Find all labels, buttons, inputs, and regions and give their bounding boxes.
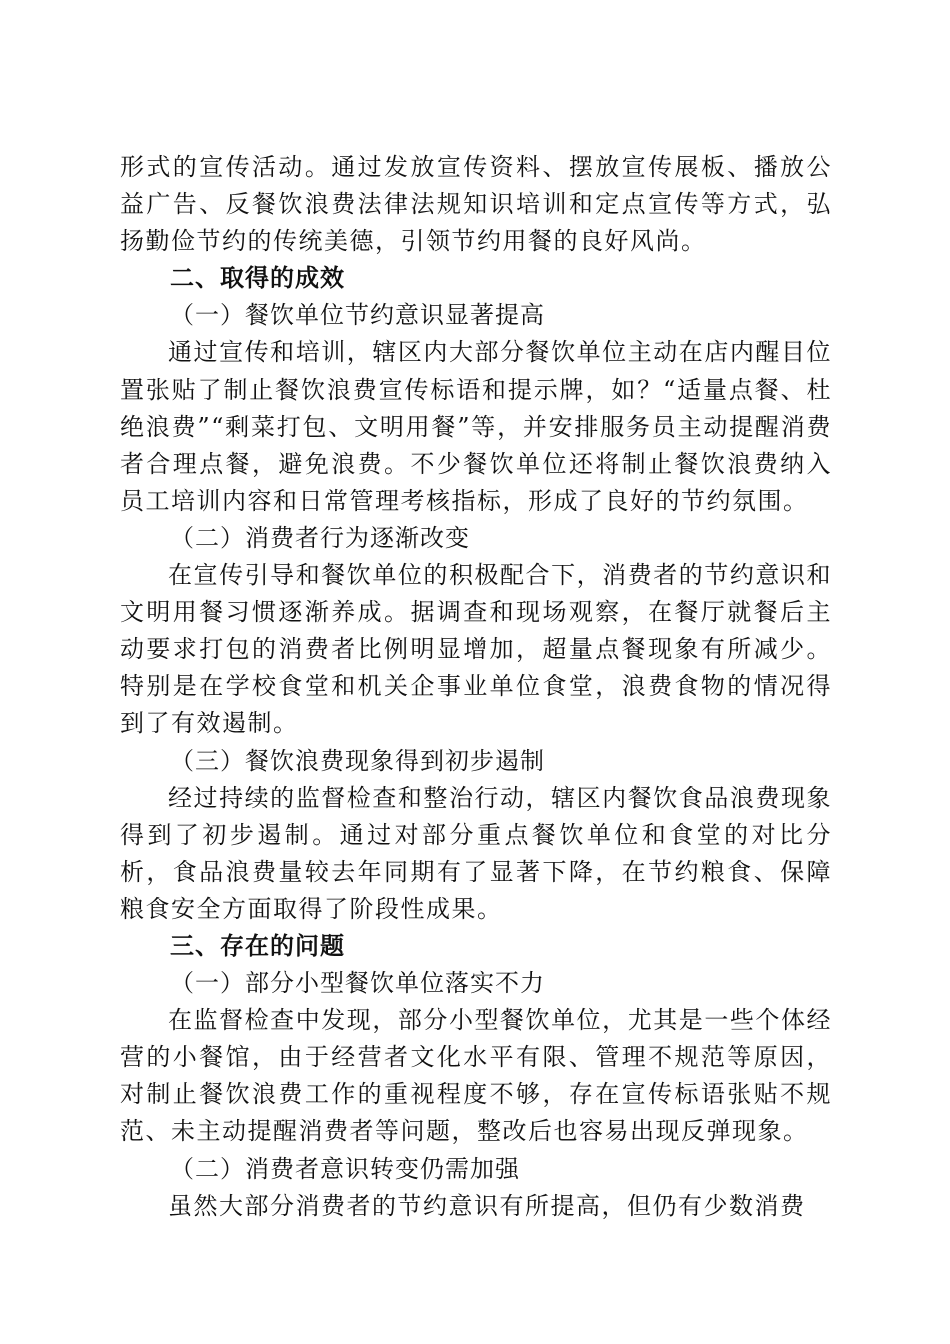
subheading-waste-curbed: （三）餐饮浪费现象得到初步遏制 (170, 746, 545, 775)
paragraph-catering-awareness: 通过宣传和培训，辖区内大部分餐饮单位主动在店内醒目位置张贴了制止餐饮浪费宣传标语和提示牌，如？“适量点餐、杜绝浪费”“剩菜打包、文明用餐”等，并安排服务员主动提醒消费者合理点餐，避免浪费。不少餐饮单位还将制止餐饮浪费纳入员工培训内容和日常管理考核指标，形成了良好的节约氛围。 (120, 338, 832, 515)
section-heading-problems: 三、存在的问题 (170, 931, 345, 960)
subheading-consumer-awareness: （二）消费者意识转变仍需加强 (170, 1154, 520, 1183)
intro-paragraph: 形式的宣传活动。通过发放宣传资料、摆放宣传展板、播放公益广告、反餐饮浪费法律法规知识培训和定点宣传等方式，弘扬勤俭节约的传统美德，引领节约用餐的良好风尚。 (120, 153, 832, 256)
paragraph-small-restaurants: 在监督检查中发现，部分小型餐饮单位，尤其是一些个体经营的小餐馆，由于经营者文化水平有限、管理不规范等原因，对制止餐饮浪费工作的重视程度不够，存在宣传标语张贴不规范、未主动提醒消费者等问题，整改后也容易出现反弹现象。 (120, 1006, 832, 1146)
document-page (120, 149, 832, 1225)
subheading-consumer-behavior: （二）消费者行为逐渐改变 (170, 523, 470, 552)
paragraph-consumer-behavior: 在宣传引导和餐饮单位的积极配合下，消费者的节约意识和文明用餐习惯逐渐养成。据调查和现场观察，在餐厅就餐后主动要求打包的消费者比例明显增加，超量点餐现象有所减少。特别是在学校食堂和机关企事业单位食堂，浪费食物的情况得到了有效遏制。 (120, 561, 832, 738)
paragraph-consumer-awareness: 虽然大部分消费者的节约意识有所提高，但仍有少数消费 (168, 1191, 806, 1220)
section-heading-achievements: 二、取得的成效 (170, 264, 345, 293)
paragraph-waste-curbed: 经过持续的监督检查和整治行动，辖区内餐饮食品浪费现象得到了初步遏制。通过对部分重点餐饮单位和食堂的对比分析，食品浪费量较去年同期有了显著下降，在节约粮食、保障粮食安全方面取得了阶段性成果。 (120, 783, 832, 923)
subheading-catering-awareness: （一）餐饮单位节约意识显著提高 (170, 301, 545, 330)
subheading-small-restaurants: （一）部分小型餐饮单位落实不力 (170, 969, 545, 998)
